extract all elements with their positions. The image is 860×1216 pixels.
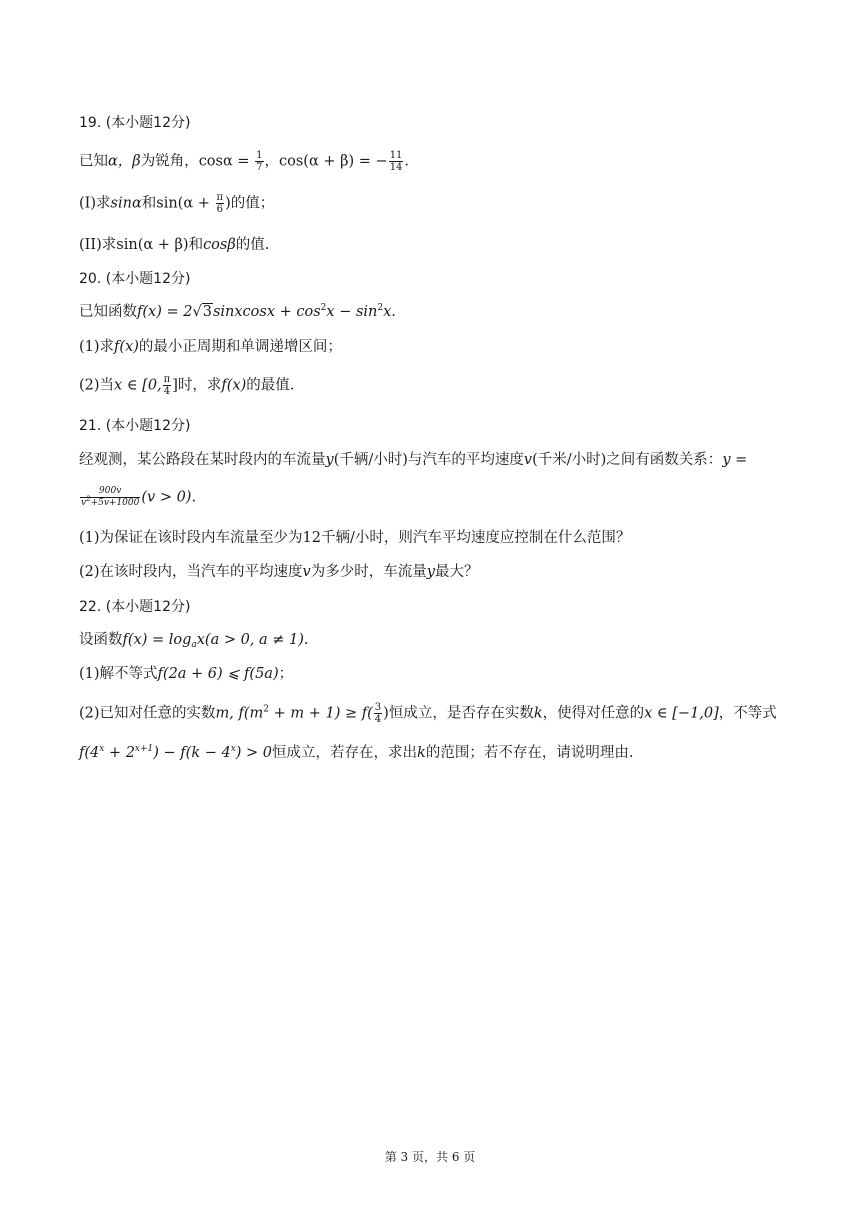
q21-stem-y: y [325,452,334,468]
q19-p2-cosb: cosβ [203,237,236,253]
q19-frac-1-7-num: 1 [256,150,263,161]
q20-p2-prefix: (2)当 [79,377,115,394]
q22-p2-m: m, f(m [215,705,264,722]
q19-p2-expr: sin(α + β) [116,237,189,253]
q22-p3-f3: ) > 0 [235,745,273,761]
q22-p2-m2: + m + 1) ≥ f( [269,705,373,722]
q19-p1-prefix: (I)求 [79,195,111,212]
q19-p2-end: 的值. [235,237,270,253]
q21-frac-den-b: +5v+1000 [90,498,140,508]
q21-stem-eq: y = [722,452,748,468]
q20-part1 [79,336,800,358]
q20-part2 [79,374,800,397]
q21-stem [79,449,800,471]
q22-p1-prefix: (1)解不等式 [79,666,158,682]
q22-stem-sub: a [191,640,197,650]
q22-p3-sup2: x+1 [134,744,154,754]
q19-p1-and: 和 [141,195,157,212]
q22-p3-end: 的范围；若不存在，请说明理由. [425,745,634,761]
q22-p2-k: k [533,705,543,722]
q19-frac-11-14-den: 14 [389,162,403,173]
q21-part2 [79,561,800,583]
q22-p2-end: ，不等式 [718,705,777,722]
q20-fx: f(x) = 2 [137,304,193,320]
q22-p3-sup3: x [230,744,236,754]
q20-p2-frac-den: 4 [163,386,171,397]
q20-p2-frac [163,374,172,397]
page-footer: 第 3 页，共 6 页 [384,1150,476,1164]
q19-p2-prefix: (II)求 [79,237,117,253]
q21-frac-num: 900v [80,486,140,498]
q19-frac-11-14-num: 11 [389,150,403,161]
q22-p2-frac-den: 4 [374,714,382,725]
q22-p2-frac-num: 3 [374,702,382,713]
q20-p2-frac-num: π [163,374,171,385]
q19-p1-sina: sinα [110,195,142,212]
q22-p3-f2: ) − f(k − 4 [153,745,231,761]
q20-stem [79,301,800,323]
q21-formula [79,486,800,509]
q22-p2-prefix: (2)已知对任意的实数 [79,705,216,722]
q22-p3-sup1: x [99,744,105,754]
q21-p2-b: 为多少时，车流量 [310,564,427,580]
q21-frac-den-a: v [81,498,87,508]
q20-p2-end: 的最值. [246,377,295,394]
q21-p2-c: 最大？ [434,564,479,580]
q20-stem-prefix: 已知函数 [79,304,137,320]
q19-heading: 19. (本小题12分) [79,115,191,131]
q22-p3-mid: 恒成立，若存在，求出 [272,745,418,761]
q19-stem-end: . [404,153,410,170]
q19-p1-frac-den: 6 [216,204,223,215]
q20-sup-2b: 2 [377,303,384,313]
q20-p1-fx: f(x) [114,339,139,355]
q20-sqrt-arg: 3 [202,304,212,320]
q19-cos-sum: cos(α + β) = − [279,153,388,170]
q20-stem-rest: sinxcosx + cos [212,304,321,320]
q21-frac [80,486,140,509]
q22-stem-rest: x(a > 0, a ≠ 1). [196,632,309,648]
q22-p3-f1: f(4 [79,745,100,761]
q21-stem-c: (千米/小时)之间有函数关系： [532,452,723,468]
q22-p1-end: ； [278,666,294,682]
q22-p2-frac [374,702,382,725]
q21-p2-y: y [426,564,435,580]
q20-stem-rest3: x. [383,304,396,320]
q21-part1: (1)为保证在该时段内车流量至少为12千辆/小时，则汽车平均速度应控制在什么范围？ [79,530,631,546]
q21-frac-den-sup: 2 [86,495,91,503]
q22-part1 [79,663,800,685]
q20-p1-prefix: (1)求 [79,339,115,355]
q22-heading: 22. (本小题12分) [79,599,191,615]
q19-frac-1-7-den: 7 [256,162,263,173]
q20-p2-mid: 时，求 [177,377,222,394]
q20-heading: 20. (本小题12分) [79,271,191,287]
q22-stem-prefix: 设函数 [79,632,123,648]
q22-p2-close: ) [383,705,389,722]
q21-stem-b: (千辆/小时)与汽车的平均速度 [333,452,524,468]
q21-stem-a: 经观测，某公路段在某时段内的车流量 [79,452,326,468]
q22-p3-k: k [417,745,426,761]
q19-part1 [79,192,800,215]
q20-p2-fx: f(x) [221,377,247,394]
q19-p1-end: 的值； [230,195,275,212]
q19-part2 [79,234,800,256]
q19-stem-mid: 为锐角， [140,153,199,170]
q22-p1-expr: f(2a + 6) ⩽ f(5a) [157,666,279,682]
q22-p2-mid2: ，使得对任意的 [542,705,645,722]
q19-stem [79,150,800,173]
q22-stem [79,629,800,651]
q22-p2-x: x ∈ [−1,0] [644,705,719,722]
q19-stem-prefix: 已知 [79,153,108,170]
q20-sup-2a: 2 [320,303,327,313]
q19-p2-and: 和 [188,237,204,253]
q20-stem-rest2: x − sin [326,304,378,320]
q22-part2 [79,702,800,725]
q22-part2-cont [79,742,800,764]
q20-sqrt-sign: √ [192,304,202,320]
q21-heading: 21. (本小题12分) [79,418,191,434]
q21-frac-den [80,495,140,509]
q19-frac-1-7 [255,150,263,173]
q19-cos-alpha: cosα = [198,153,255,170]
q20-p2-close: ] [172,377,178,394]
q19-p1-frac [216,192,225,215]
q19-frac-11-14 [389,150,404,173]
q22-stem-fx: f(x) = log [122,632,192,648]
q19-stem-vars: α，β [108,153,141,170]
q19-p1-expr: sin(α + [156,195,215,212]
q20-p2-in: x ∈ [0, [114,377,162,394]
q21-stem-v: v [523,452,533,468]
q22-p2-sup: 2 [263,704,270,715]
q19-sep: ， [264,153,280,170]
q19-p1-frac-num: π [216,192,224,203]
q21-p2-a: (2)在该时段内，当汽车的平均速度 [79,564,303,580]
q21-p2-v: v [302,564,311,580]
q20-p1-end: 的最小正周期和单调递增区间； [138,339,342,355]
q19-p1-close: ) [225,195,231,212]
q22-p2-mid: 恒成立，是否存在实数 [388,705,534,722]
q22-p3-plus: + 2 [104,745,135,761]
q21-cond: (v > 0). [141,489,197,506]
